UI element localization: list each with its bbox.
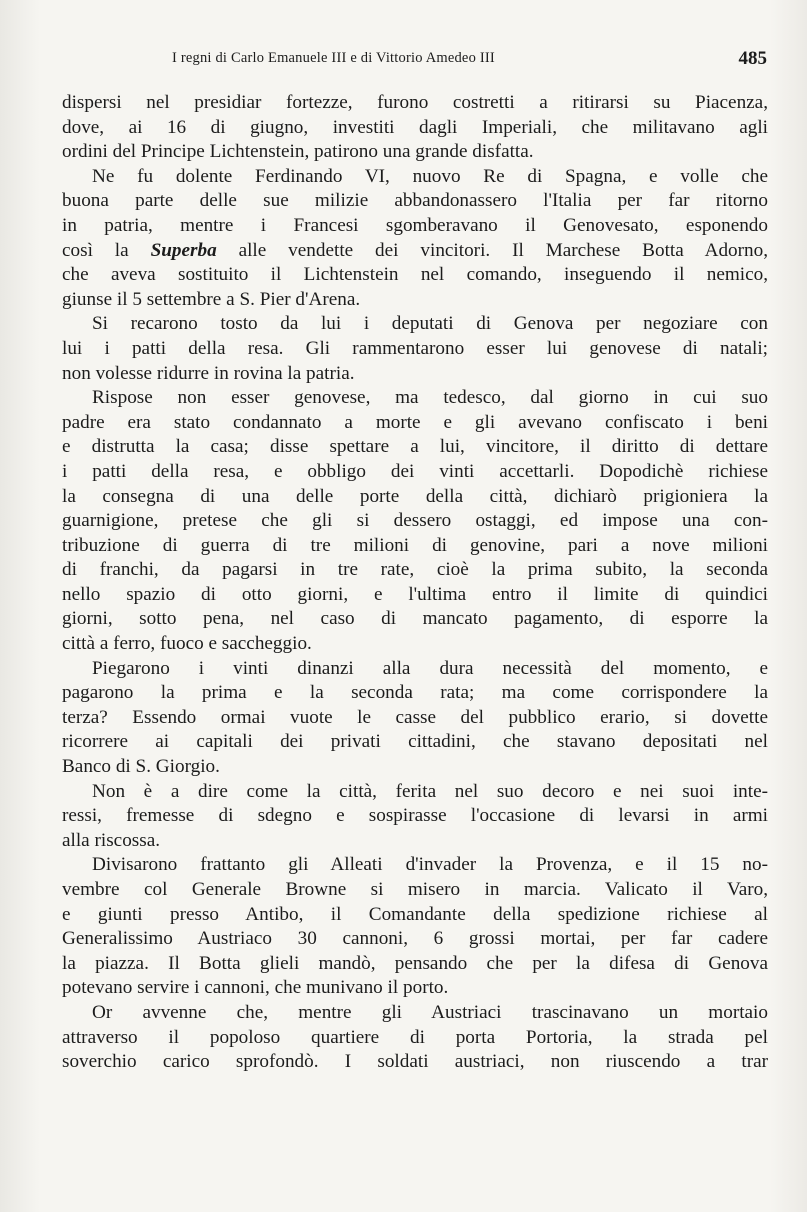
text-line: e distrutta la casa; disse spettare a lui, vincitore, il diritto di dettare: [62, 436, 768, 458]
text-line: Si recarono tosto da lui i deputati di Genova per negoziare con: [92, 313, 768, 335]
text-line: i patti della resa, e obbligo dei vinti accettarli. Dopodichè richiese: [62, 460, 768, 482]
text-fragment: alle vendette dei vincitori. Il Marchese Botta Adorno,: [238, 239, 769, 261]
text-line: ricorrere ai capitali dei privati cittadini, che stavano depositati nel: [62, 731, 768, 753]
text-line: dispersi nel presidiar fortezze, furono costretti a ritirarsi su Piacenza,: [62, 92, 768, 113]
text-line: giorni, sotto pena, nel caso di mancato pagamento, di esporre la: [62, 608, 768, 630]
text-line: Or avvenne che, mentre gli Austriaci trascinavano un mortaio: [92, 1001, 768, 1023]
text-line: Non è a dire come la città, ferita nel suo decoro e nei suoi inte-: [92, 780, 768, 802]
text-line: lui i patti della resa. Gli rammentarono esser lui genovese di natali;: [62, 337, 768, 359]
text-line: pagarono la prima e la seconda rata; ma come corrispondere la: [62, 682, 768, 704]
text-line: terza? Essendo ormai vuote le casse del pubblico erario, si dovette: [62, 706, 768, 728]
text-line: padre era stato condannato a morte e gli avevano confiscato i beni: [62, 411, 768, 433]
text-line: nello spazio di otto giorni, e l'ultima entro il limite di quindici: [62, 583, 768, 605]
text-line: e giunti presso Antibo, il Comandante della spedizione richiese al: [62, 903, 768, 925]
text-line: guarnigione, pretese che gli si dessero ostaggi, ed impose una con-: [62, 510, 768, 532]
text-line: la consegna di una delle porte della città, dichiarò prigioniera la: [62, 485, 768, 507]
text-line: che aveva sostituito il Lichtenstein nel comando, inseguendo il nemico,: [62, 264, 768, 286]
running-title: I regni di Carlo Emanuele III e di Vittorio Amedeo III: [172, 50, 495, 66]
text-line: alla riscossa.: [62, 829, 161, 851]
text-line: in patria, mentre i Francesi sgomberavano il Genovesato, esponendo: [62, 214, 768, 236]
body-text: [62, 91, 768, 1075]
text-line: Divisarono frattanto gli Alleati d'invader la Provenza, e il 15 no-: [92, 854, 768, 876]
text-line: Ne fu dolente Ferdinando VI, nuovo Re di Spagna, e volle che: [92, 165, 768, 187]
text-line: Rispose non esser genovese, ma tedesco, dal giorno in cui suo: [92, 387, 768, 409]
text-fragment: così la: [62, 239, 129, 261]
text-line: Banco di S. Giorgio.: [62, 756, 220, 778]
text-line: Piegarono i vinti dinanzi alla dura necessità del momento, e: [92, 657, 768, 679]
running-head: [62, 48, 767, 70]
text-line: Generalissimo Austriaco 30 cannoni, 6 grossi mortai, per far cadere: [62, 928, 768, 950]
text-line: tribuzione di guerra di tre milioni di genovine, pari a nove milioni: [62, 534, 768, 556]
text-line: la piazza. Il Botta glieli mandò, pensando che per la difesa di Genova: [62, 952, 768, 974]
text-line: ordini del Principe Lichtenstein, patirono una grande disfatta.: [62, 141, 534, 163]
text-line: buona parte delle sue milizie abbandonassero l'Italia per far ritorno: [62, 190, 768, 212]
text-line: vembre col Generale Browne si misero in marcia. Valicato il Varo,: [62, 879, 768, 900]
text-line: attraverso il popoloso quartiere di porta Portoria, la strada pel: [62, 1026, 768, 1048]
text-line: giunse il 5 settembre a S. Pier d'Arena.: [62, 288, 361, 310]
text-line: soverchio carico sprofondò. I soldati austriaci, non riuscendo a trar: [62, 1051, 768, 1073]
text-line: potevano servire i cannoni, che munivano il porto.: [62, 977, 449, 999]
text-line: [62, 239, 768, 264]
text-line: di franchi, da pagarsi in tre rate, cioè la prima subito, la seconda: [62, 559, 768, 581]
text-line: non volesse ridurre in rovina la patria.: [62, 362, 355, 384]
text-line: dove, ai 16 di giugno, investiti dagli Imperiali, che militavano agli: [62, 116, 768, 138]
text-line: ressi, fremesse di sdegno e sospirasse l'occasione di levarsi in armi: [62, 805, 768, 827]
text-line: città a ferro, fuoco e saccheggio.: [62, 633, 312, 655]
page-number: 485: [738, 48, 767, 69]
italic-word: Superba: [150, 239, 217, 261]
